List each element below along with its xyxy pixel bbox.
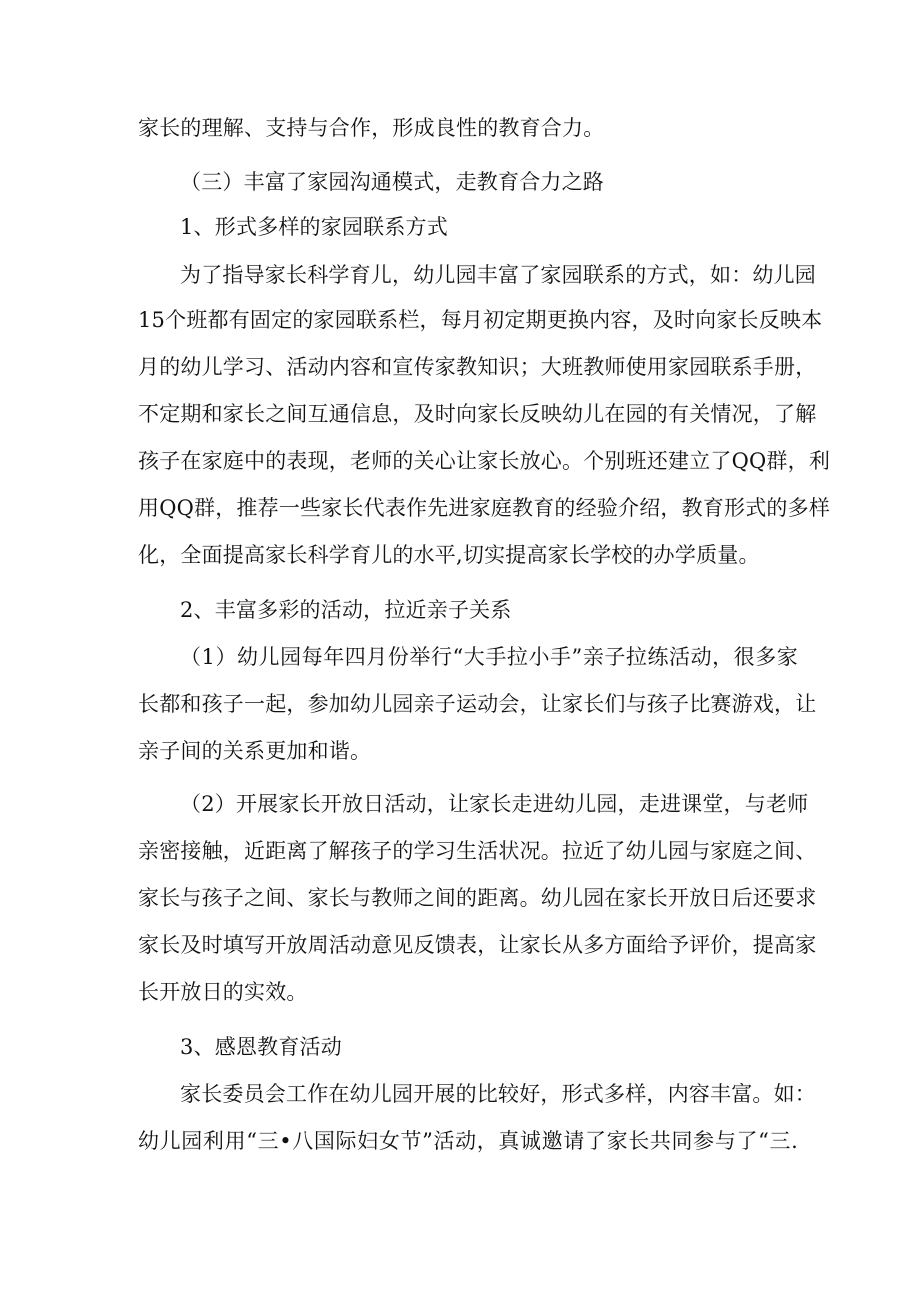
paragraph-line: 幼儿园利用“三•八国际妇女节”活动，真诚邀请了家长共同参与了“三.	[138, 1129, 798, 1153]
paragraph-line: （2）开展家长开放日活动，让家长走进幼儿园，走进课堂，与老师	[180, 792, 809, 816]
paragraph-line: 孩子在家庭中的表现，老师的关心让家长放心。个别班还建立了QQ群，利	[138, 449, 831, 473]
paragraph-line: 用QQ群，推荐一些家长代表作先进家庭教育的经验介绍，教育形式的多样	[138, 496, 831, 520]
paragraph-line: 家长的理解、支持与合作，形成良性的教育合力。	[138, 116, 605, 140]
subsection-heading: 2、丰富多彩的活动，拉近亲子关系	[180, 598, 512, 622]
paragraph-line: （1）幼儿园每年四月份举行“大手拉小手”亲子拉练活动，很多家	[180, 645, 798, 669]
paragraph-line: 不定期和家长之间互通信息，及时向家长反映幼儿在园的有关情况，了解	[138, 402, 817, 426]
paragraph-line: 15个班都有固定的家园联系栏，每月初定期更换内容，及时向家长反映本	[138, 308, 823, 332]
subsection-heading: 1、形式多样的家园联系方式	[180, 215, 448, 239]
section-heading: （三）丰富了家园沟通模式，走教育合力之路	[180, 170, 604, 194]
paragraph-line: 月的幼儿学习、活动内容和宣传家教知识；大班教师使用家园联系手册，	[138, 355, 817, 379]
paragraph-line: 家长委员会工作在幼儿园开展的比较好，形式多样，内容丰富。如：	[180, 1082, 816, 1106]
paragraph-line: 长开放日的实效。	[138, 980, 308, 1004]
paragraph-line: 家长与孩子之间、家长与教师之间的距离。幼儿园在家长开放日后还要求	[138, 886, 817, 910]
paragraph-line: 亲密接触，近距离了解孩子的学习生活状况。拉近了幼儿园与家庭之间、	[138, 839, 817, 863]
paragraph-line: 为了指导家长科学育儿，幼儿园丰富了家园联系的方式，如：幼儿园	[180, 263, 816, 287]
paragraph-line: 长都和孩子一起，参加幼儿园亲子运动会，让家长们与孩子比赛游戏，让	[138, 692, 817, 716]
subsection-heading: 3、感恩教育活动	[180, 1035, 342, 1059]
paragraph-line: 家长及时填写开放周活动意见反馈表，让家长从多方面给予评价，提高家	[138, 933, 817, 957]
paragraph-line: 化，全面提高家长科学育儿的水平,切实提高家长学校的办学质量。	[138, 543, 760, 567]
paragraph-line: 亲子间的关系更加和谐。	[138, 739, 372, 763]
